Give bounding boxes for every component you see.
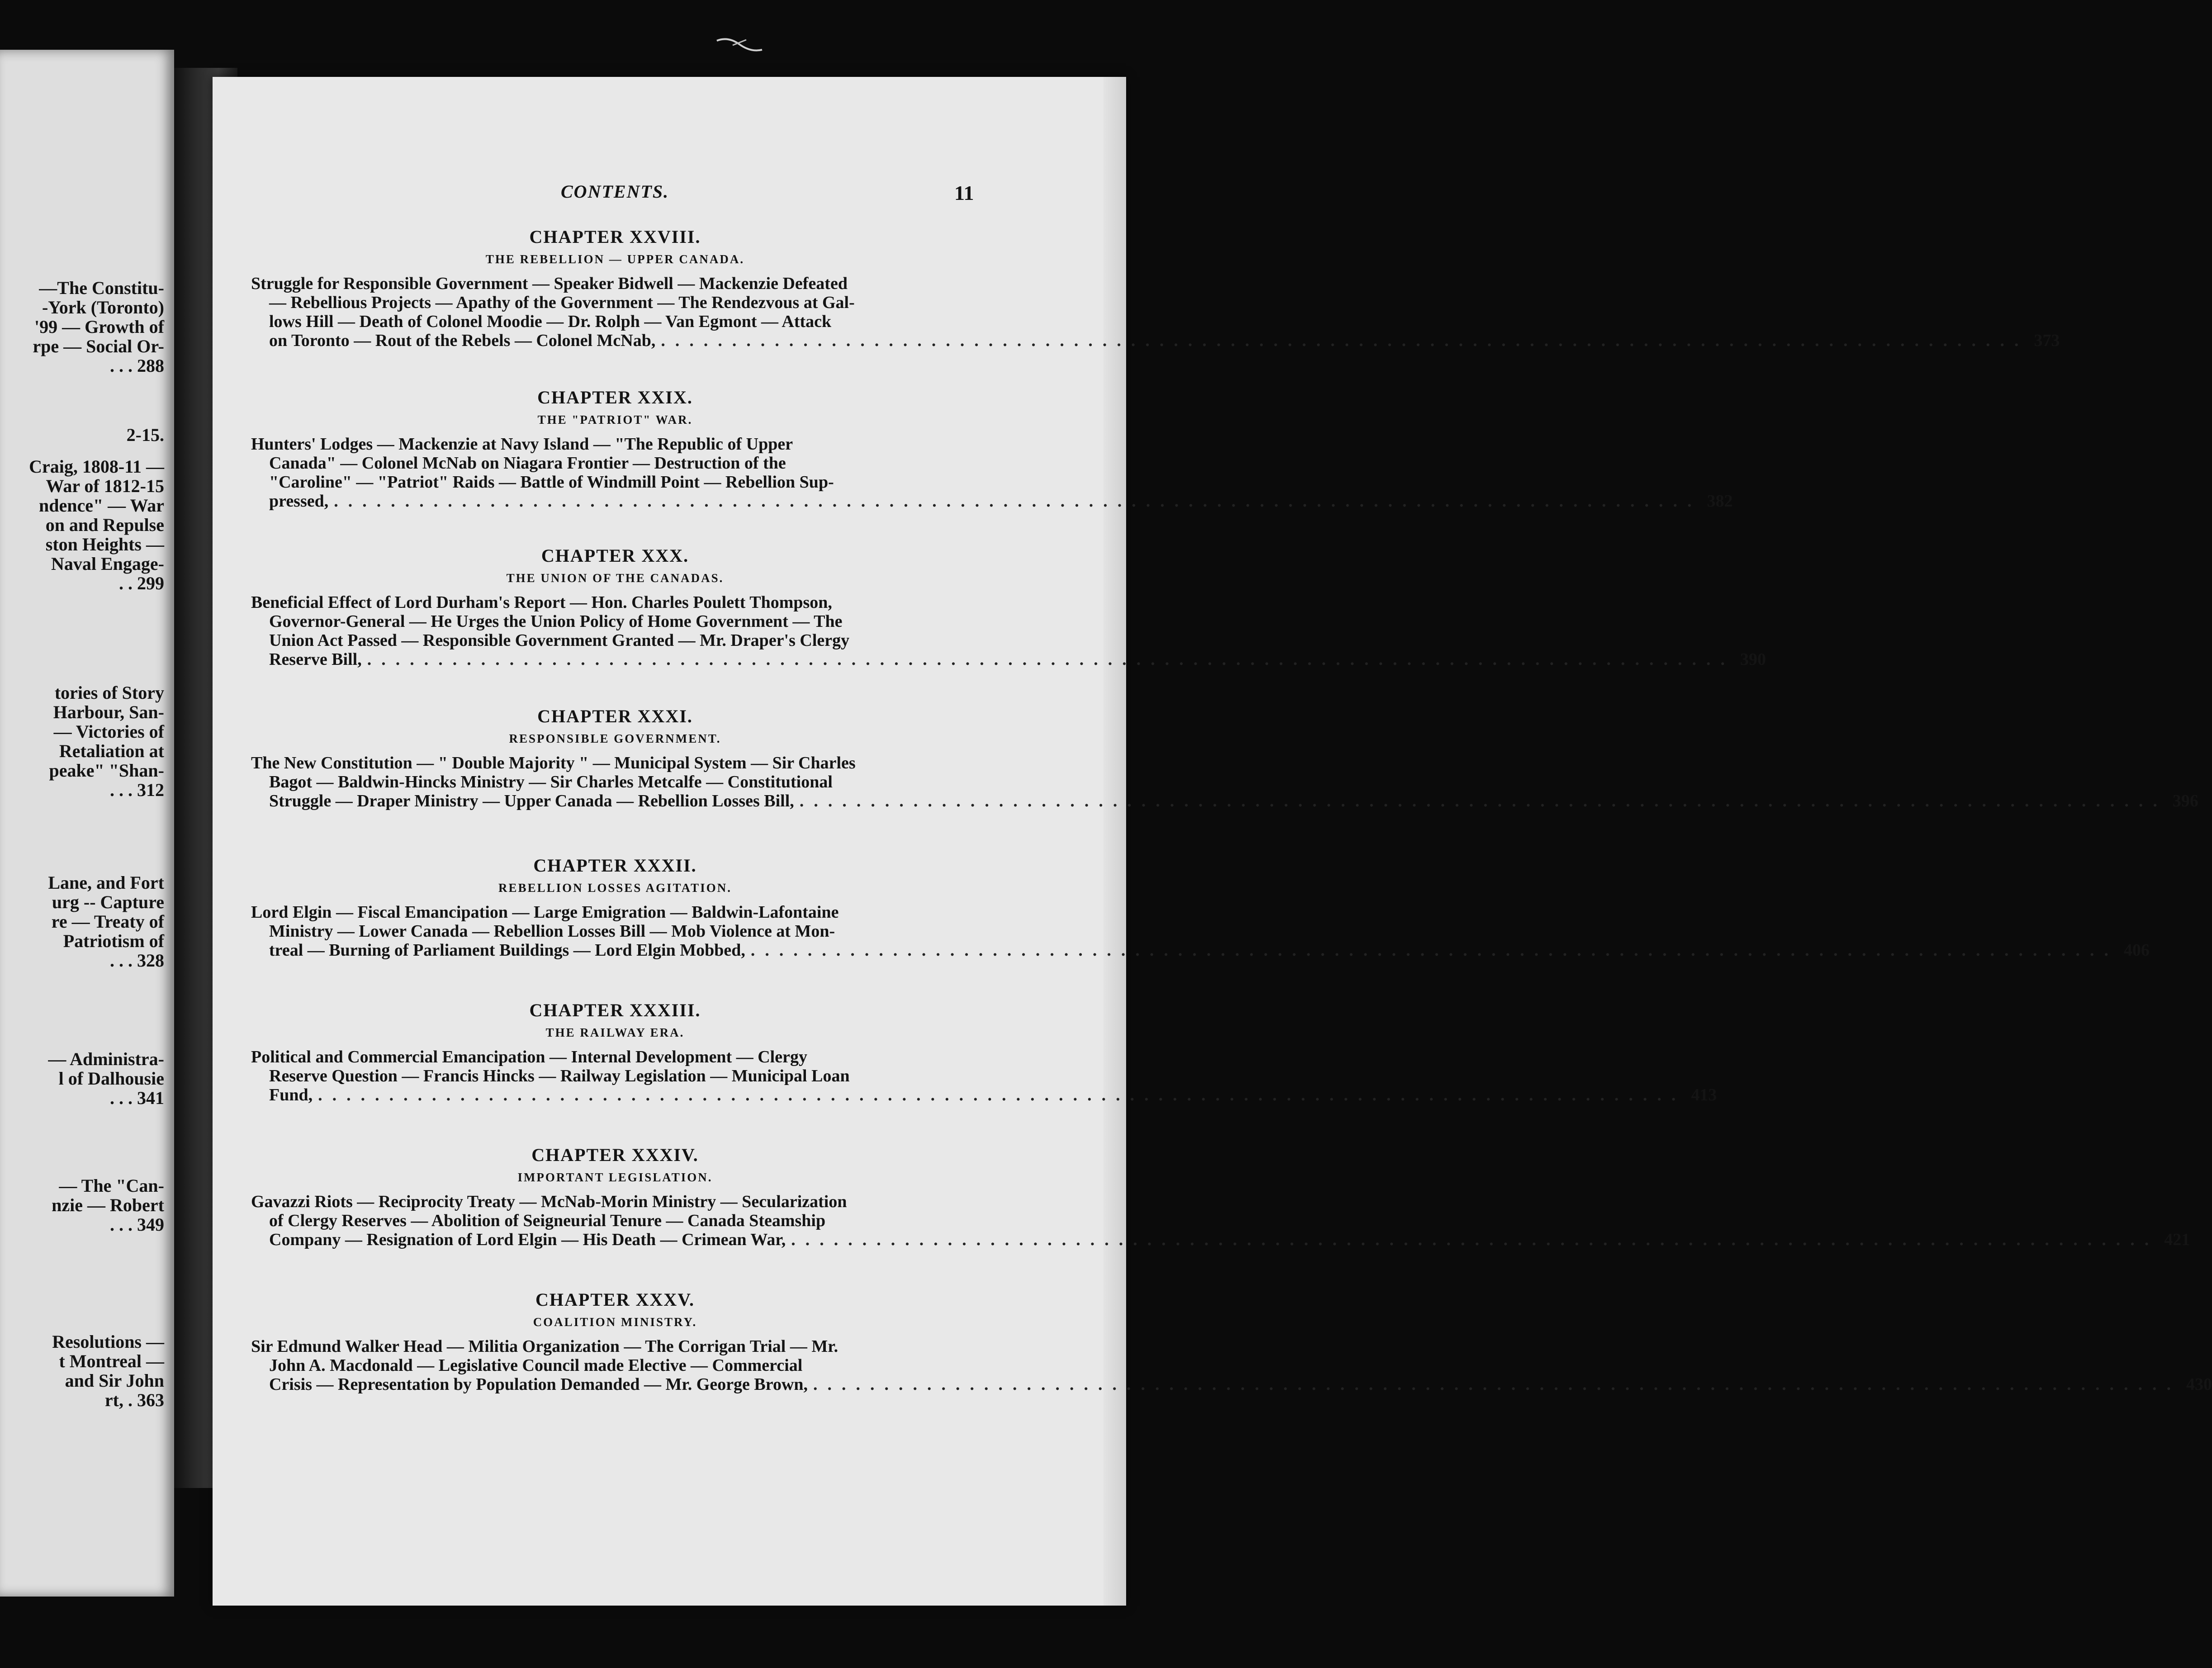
dot-leader: ................................................................................................: [750, 941, 2118, 960]
chapter-summary-line: The New Constitution — " Double Majority " — Municipal System — Sir Charles: [251, 753, 856, 772]
chapter-heading: CHAPTER XXX.: [541, 545, 689, 566]
dot-leader: ................................................................................................: [799, 791, 2167, 810]
chapter-last-line: [251, 1375, 2212, 1394]
chapter-entry: [251, 1289, 2212, 1394]
chapter-last-line-text: Fund,: [269, 1085, 313, 1104]
chapter-last-line: [251, 1085, 1717, 1104]
chapter-summary-line: lows Hill — Death of Colonel Moodie — Dr. Rolph — Van Egmont — Attack: [269, 312, 832, 331]
left-page-fragment: Resolutions — t Montreal — and Sir John rt, . 363: [52, 1332, 164, 1410]
chapter-entry: [251, 855, 2150, 960]
chapter-page-number: 382: [1707, 492, 1733, 511]
chapter-page-number: 413: [1691, 1085, 1717, 1104]
chapter-entry: [251, 706, 2198, 810]
chapter-summary-line: Hunters' Lodges — Mackenzie at Navy Island — "The Republic of Upper: [251, 435, 793, 454]
chapter-subtitle: THE "PATRIOT" WAR.: [537, 413, 693, 426]
chapter-page-number: 421: [2164, 1230, 2190, 1249]
dot-leader: ................................................................................................: [791, 1230, 2159, 1249]
chapter-summary: [251, 274, 979, 331]
chapter-entry: [251, 1000, 1717, 1104]
chapter-summary-line: Reserve Question — Francis Hincks — Railway Legislation — Municipal Loan: [269, 1066, 850, 1085]
chapter-page-number: 390: [1740, 650, 1766, 669]
chapter-summary-line: Beneficial Effect of Lord Durham's Report — Hon. Charles Poulett Thompson,: [251, 593, 832, 612]
chapter-summary-line: Ministry — Lower Canada — Rebellion Losses Bill — Mob Violence at Mon-: [269, 922, 835, 941]
left-page-fragment: Lane, and Fort urg -- Capture re — Treaty of Patriotism of . . . 328: [48, 872, 164, 971]
chapter-subtitle: COALITION MINISTRY.: [533, 1315, 697, 1329]
chapter-last-line-text: Reserve Bill,: [269, 650, 362, 669]
chapter-heading: CHAPTER XXVIII.: [529, 227, 701, 247]
chapter-last-line: [251, 331, 2060, 350]
page-number: 11: [954, 181, 974, 204]
left-page-fragment: — The "Can- nzie — Robert . . . 349: [52, 1175, 164, 1235]
chapter-heading: CHAPTER XXXIII.: [529, 1000, 701, 1020]
chapter-subtitle: REBELLION LOSSES AGITATION.: [498, 881, 732, 895]
chapter-summary: [251, 1192, 979, 1230]
chapter-subtitle: RESPONSIBLE GOVERNMENT.: [509, 732, 721, 745]
chapter-summary-line: Union Act Passed — Responsible Government Granted — Mr. Draper's Clergy: [269, 631, 850, 650]
chapter-summary-line: Sir Edmund Walker Head — Militia Organization — The Corrigan Trial — Mr.: [251, 1337, 838, 1356]
chapter-summary: [251, 1047, 979, 1085]
chapter-entry: [251, 387, 1733, 511]
chapter-summary-line: "Caroline" — "Patriot" Raids — Battle of Windmill Point — Rebellion Sup-: [269, 473, 834, 492]
chapter-heading: CHAPTER XXXIV.: [531, 1145, 699, 1165]
running-title: CONTENTS.: [561, 181, 669, 202]
chapter-summary: [251, 903, 979, 941]
scan-mark: [715, 32, 764, 59]
chapter-subtitle: THE REBELLION — UPPER CANADA.: [485, 252, 745, 266]
dot-leader: ................................................................................................: [813, 1375, 2181, 1394]
left-page-fragment: —The Constitu- -York (Toronto) '99 — Growth of rpe — Social Or- . . . 288: [33, 278, 164, 376]
chapter-heading: CHAPTER XXXII.: [533, 855, 697, 876]
chapter-last-line: [251, 791, 2198, 810]
dot-leader: ................................................................................................: [334, 492, 1702, 511]
chapter-heading: CHAPTER XXXI.: [537, 706, 693, 726]
left-page-fragment: tories of Story Harbour, San- — Victories of Retaliation at peake" "Shan- . . . 312: [49, 682, 164, 800]
left-page: [0, 50, 174, 1597]
chapter-summary-line: John A. Macdonald — Legislative Council made Elective — Commercial: [269, 1356, 803, 1375]
chapter-summary-line: Canada" — Colonel McNab on Niagara Frontier — Destruction of the: [269, 454, 786, 473]
chapter-page-number: 406: [2123, 941, 2150, 960]
chapter-summary-line: Struggle for Responsible Government — Speaker Bidwell — Mackenzie Defeated: [251, 274, 848, 293]
chapter-last-line-text: on Toronto — Rout of the Rebels — Colonel McNab,: [269, 331, 656, 350]
chapter-last-line-text: Crisis — Representation by Population Demanded — Mr. George Brown,: [269, 1375, 808, 1394]
chapter-last-line: [251, 650, 1766, 669]
chapter-page-number: 430: [2186, 1375, 2212, 1394]
chapter-summary-line: — Rebellious Projects — Apathy of the Government — The Rendezvous at Gal-: [269, 293, 855, 312]
chapter-page-number: 396: [2172, 791, 2198, 810]
chapter-last-line: [251, 492, 1733, 511]
chapter-summary: [251, 593, 979, 650]
chapter-summary: [251, 753, 979, 791]
chapter-subtitle: THE UNION OF THE CANADAS.: [506, 571, 724, 585]
dot-leader: ................................................................................................: [367, 650, 1735, 669]
chapter-page-number: 373: [2034, 331, 2060, 350]
dot-leader: ................................................................................................: [661, 331, 2029, 350]
chapter-last-line-text: pressed,: [269, 492, 329, 511]
chapter-summary-line: of Clergy Reserves — Abolition of Seigneurial Tenure — Canada Steamship: [269, 1211, 826, 1230]
chapter-summary: [251, 1337, 979, 1375]
chapter-last-line: [251, 1230, 2190, 1249]
left-page-fragment: 2-15.: [126, 425, 164, 445]
chapter-heading: CHAPTER XXXV.: [535, 1289, 695, 1310]
left-page-fragment: — Administra- l of Dalhousie . . . 341: [48, 1049, 164, 1108]
chapter-last-line-text: Struggle — Draper Ministry — Upper Canada — Rebellion Losses Bill,: [269, 791, 794, 810]
chapter-summary-line: Political and Commercial Emancipation — Internal Development — Clergy: [251, 1047, 807, 1066]
chapter-heading: CHAPTER XXIX.: [537, 387, 693, 408]
chapter-subtitle: THE RAILWAY ERA.: [545, 1026, 685, 1039]
chapter-subtitle: IMPORTANT LEGISLATION.: [517, 1170, 713, 1184]
chapter-summary-line: Lord Elgin — Fiscal Emancipation — Large Emigration — Baldwin-Lafontaine: [251, 903, 839, 922]
chapter-last-line: [251, 941, 2150, 960]
chapter-entry: [251, 545, 1766, 669]
chapter-summary-line: Bagot — Baldwin-Hincks Ministry — Sir Charles Metcalfe — Constitutional: [269, 772, 833, 791]
left-page-fragment: Craig, 1808-11 — War of 1812-15 ndence" — War on and Repulse ston Heights — Naval Engage- . . 299: [29, 456, 164, 593]
chapter-last-line-text: treal — Burning of Parliament Buildings — Lord Elgin Mobbed,: [269, 941, 745, 960]
chapter-last-line-text: Company — Resignation of Lord Elgin — His Death — Crimean War,: [269, 1230, 786, 1249]
chapter-summary-line: Governor-General — He Urges the Union Policy of Home Government — The: [269, 612, 843, 631]
chapter-entry: [251, 226, 2060, 350]
chapter-summary: [251, 435, 979, 492]
chapter-entry: [251, 1144, 2190, 1249]
chapter-summary-line: Gavazzi Riots — Reciprocity Treaty — McNab-Morin Ministry — Secularization: [251, 1192, 847, 1211]
dot-leader: ................................................................................................: [318, 1085, 1686, 1104]
